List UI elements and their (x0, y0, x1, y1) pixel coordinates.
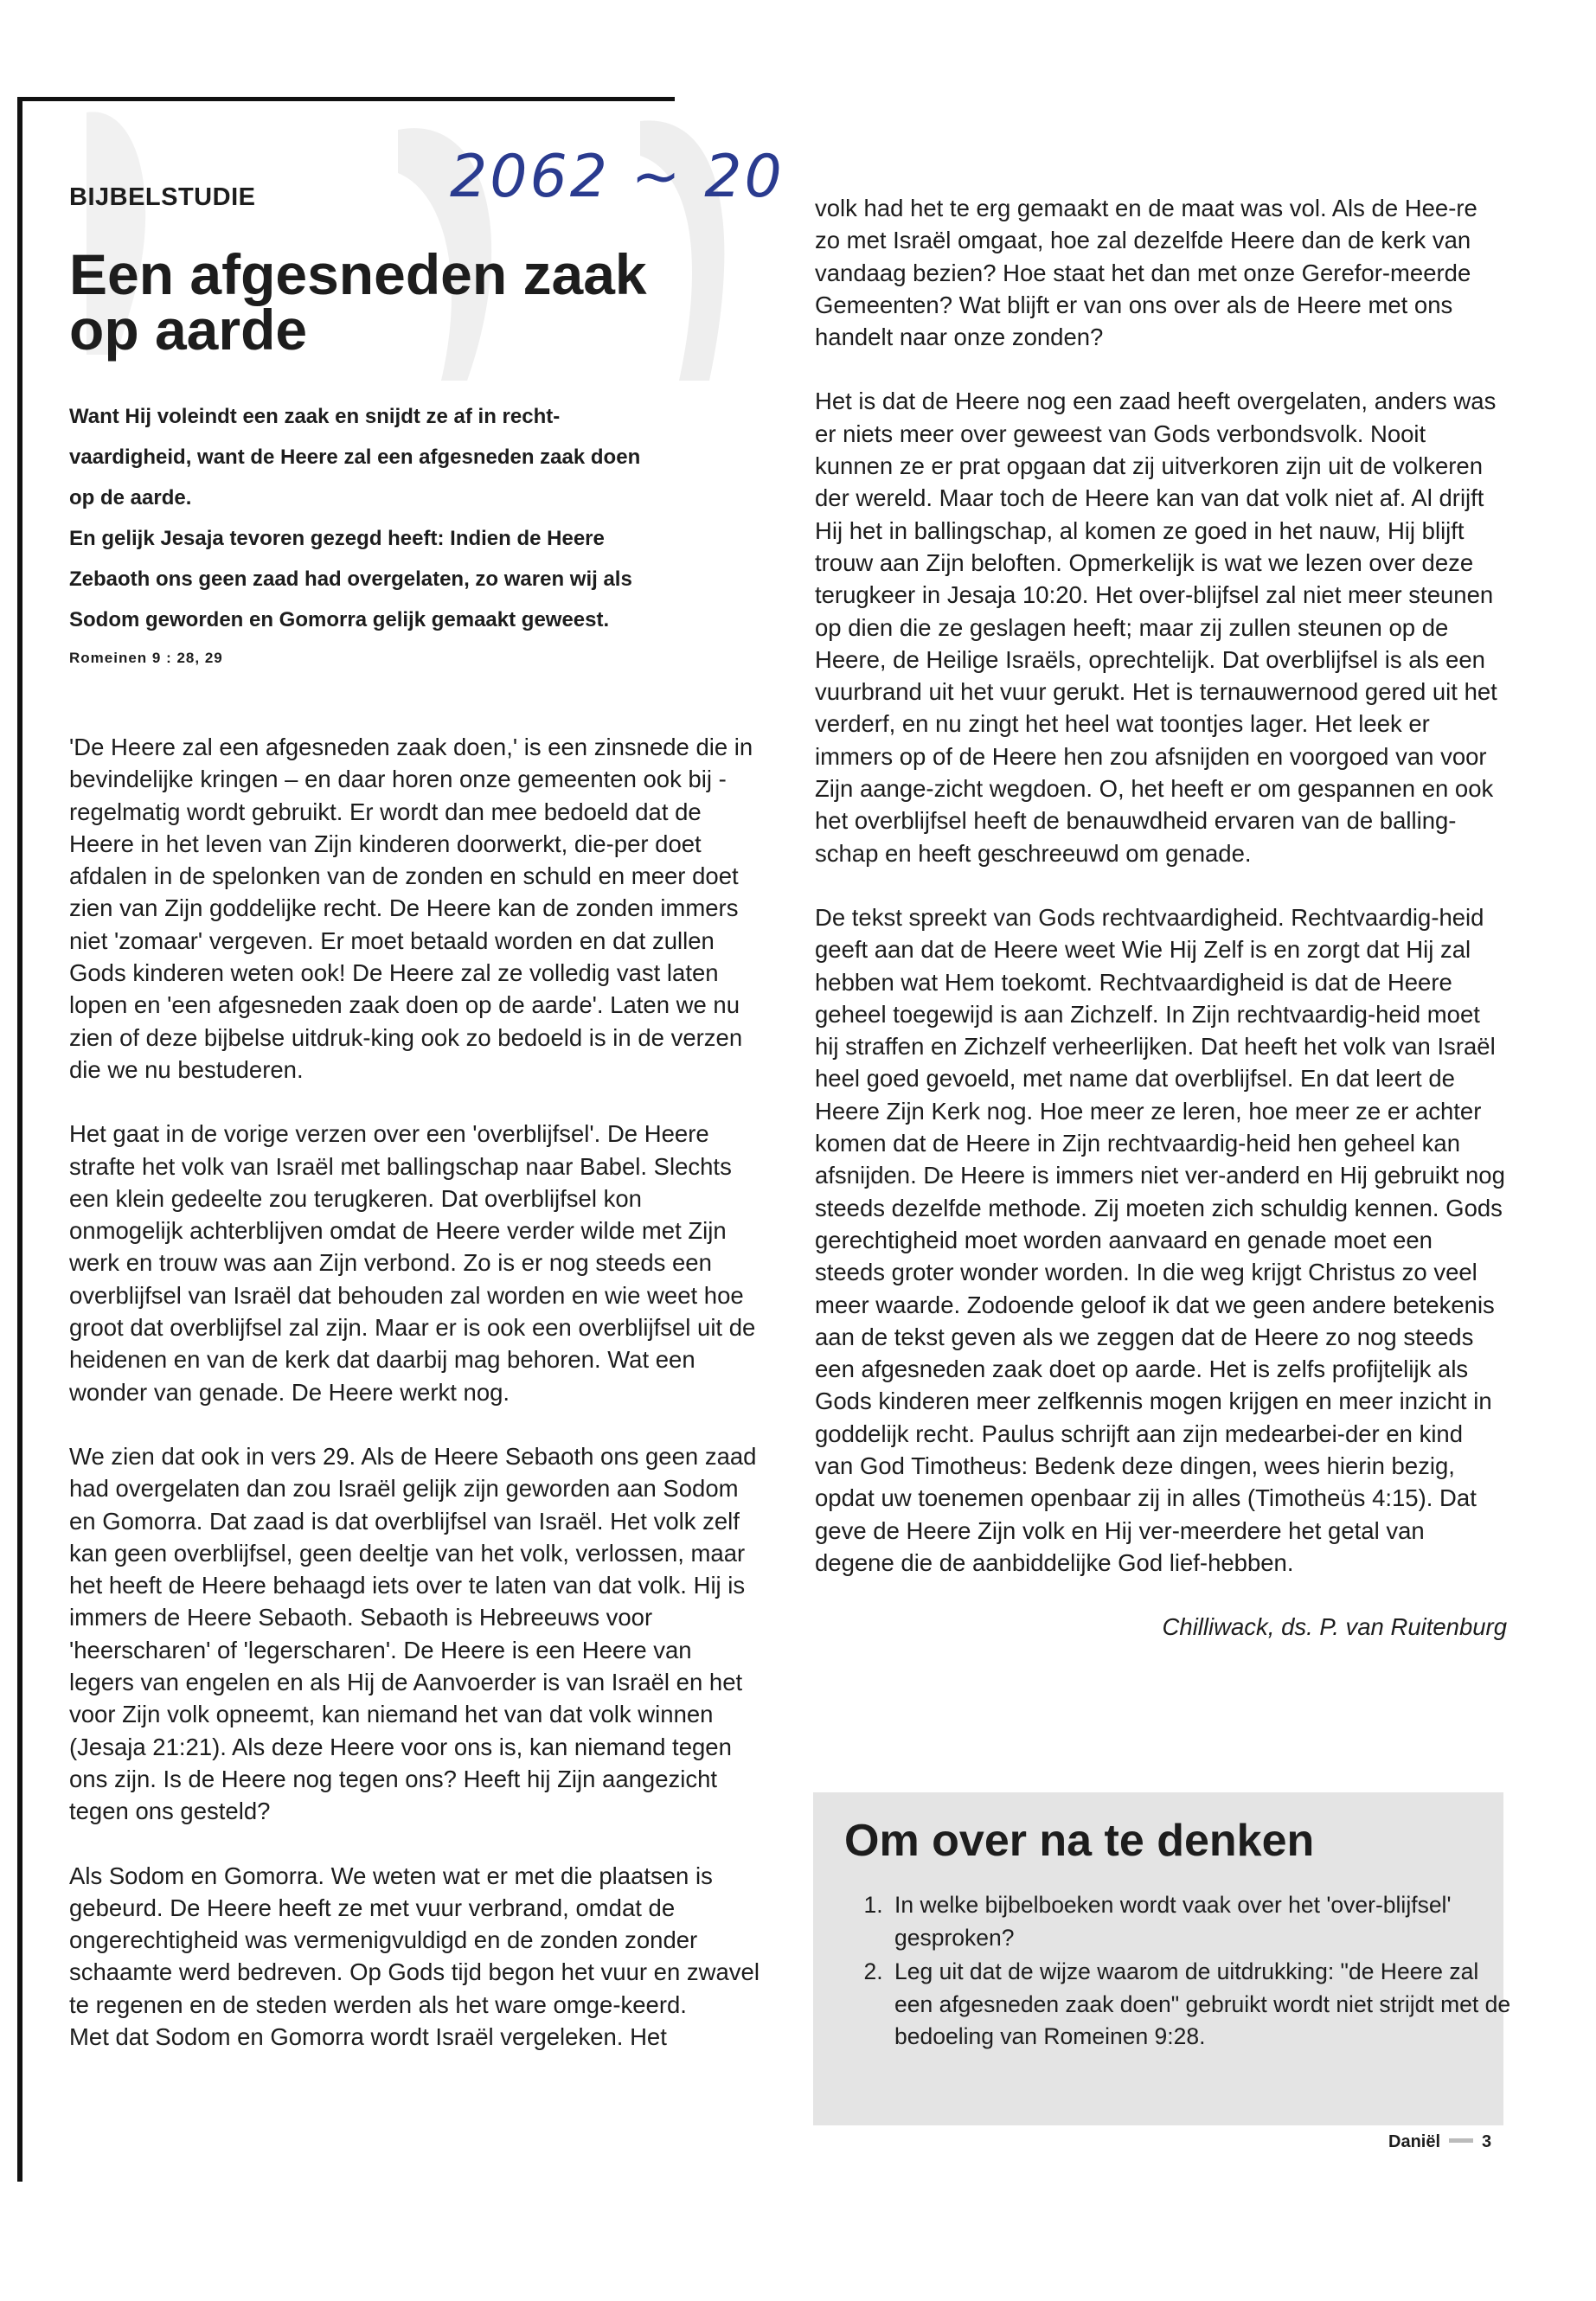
verse-line: En gelijk Jesaja tevoren gezegd heeft: Indien de Heere (69, 527, 605, 550)
page-footer (1388, 2132, 1491, 2152)
page-number: 3 (1482, 2132, 1492, 2151)
verse-quote (69, 396, 727, 671)
paragraph: We zien dat ook in vers 29. Als de Heere Sebaoth ons geen zaad had overgelaten dan zou Israël gelijk zijn geworden aan Sodom en Gomorra. Dat zaad is dat overblijfsel van Israël. Het volk zelf kan geen overblijfsel, geen deeltje van het volk, verlossen, maar het heeft de Heere behaagd iets over te laten van dat volk. Hij is immers de Heere Sebaoth. Sebaoth is Hebreeuws voor 'heerscharen' of 'legerscharen'. De Heere is een Heere van legers van engelen en als Hij de Aanvoerder is van Israël en het voor Zijn volk opneemt, kan niemand het van dat volk winnen (Jesaja 21:21). Als deze Heere voor ons is, kan niemand tegen ons zijn. Is de Heere nog tegen ons? Heeft hij Zijn aangezicht tegen ons gesteld? (69, 1442, 757, 1825)
question-item: 1. In welke bijbelboeken wordt vaak over het 'over-blijfsel' gesproken? (889, 1889, 1512, 1954)
question-item: 2. Leg uit dat de wijze waarom de uitdrukking: "de Heere zal een afgesneden zaak doen" gebruikt wordt niet strijdt met de bedoeling van Romeinen 9:28. (889, 1956, 1512, 2054)
verse-reference: Romeinen 9 : 28, 29 (69, 650, 223, 666)
magazine-name: Daniël (1388, 2132, 1441, 2151)
article-title: Een afgesneden zaak op aarde (69, 242, 647, 362)
verse-line: Sodom geworden en Gomorra gelijk gemaakt geweest. (69, 608, 610, 631)
paragraph: Als Sodom en Gomorra. We weten wat er met die plaatsen is gebeurd. De Heere heeft ze met vuur verbrand, omdat de ongerechtigheid was vermenigvuldigd en de zonden zonder schaamte werd bedreven. Op Gods tijd begon het vuur en zwavel te regenen en de steden werden als het ware omge-keerd. (69, 1862, 760, 2018)
left-column (69, 731, 761, 2085)
paragraph: volk had het te erg gemaakt en de maat was vol. Als de Hee-re zo met Israël omgaat, hoe zal dezelfde Heere dan de kerk van vandaag bezien? Hoe staat het dan met onze Gerefor-meerde Gemeenten? Wat blijft er van ons over als de Heere met ons handelt naar onze zonden? (815, 195, 1477, 351)
verse-line: vaardigheid, want de Heere zal een afgesneden zaak doen (69, 445, 641, 469)
reflection-box (813, 1792, 1511, 2125)
question-list (844, 1889, 1512, 2055)
footer-separator (1449, 2138, 1473, 2143)
handwritten-note: 2062 ~ 20 (450, 143, 785, 211)
verse-line: Zebaoth ons geen zaad had overgelaten, zo waren wij als (69, 567, 632, 591)
paragraph: De tekst spreekt van Gods rechtvaardigheid. Rechtvaardig-heid geeft aan dat de Heere weet Wie Hij Zelf is en zorgt dat Hij zal hebben wat Hem toekomt. Rechtvaardigheid is dat de Heere geheel toegewijd is aan Zichzelf. In Zijn rechtvaardig-heid moet hij straffen en Zichzelf verheerlijken. Dat heeft het volk van Israël heel goed gevoeld, met name dat overblijfsel. En dat leert de Heere Zijn Kerk nog. Hoe meer ze leren, hoe meer ze er achter komen dat de Heere in Zijn rechtvaardig-heid hen geheel kan afsnijden. De Heere is immers niet ver-anderd en Hij gebruikt nog steeds dezelfde methode. Zij moeten zich schuldig kennen. Gods gerechtigheid moet worden aanvaard en genade moet een steeds groter wonder worden. In die weg krijgt Christus zo veel meer waarde. Zodoende geloof ik dat we geen andere betekenis aan de tekst geven als we zeggen dat de Heere zo nog steeds een afgesneden zaak doet op aarde. Het is zelfs profijtelijk als Gods kinderen meer zelfkennis mogen krijgen en meer inzicht in goddelijk recht. Paulus schrijft aan zijn medearbei-der en kind van God Timotheus: Bedenk deze dingen, wees hierin bezig, opdat uw toenemen openbaar zij in alles (Timotheüs 4:15). Dat geve de Heere Zijn volk en Hij ver-meerdere het getal van degene die de aanbiddelijke God lief-hebben. (815, 903, 1505, 1576)
paragraph: 'De Heere zal een afgesneden zaak doen,' is een zinsnede die in bevindelijke kringen – en daar horen onze gemeenten ook bij - regelmatig wordt gebruikt. Er wordt dan mee bedoeld dat de Heere in het leven van Zijn kinderen doorwerkt, die-per doet afdalen in de spelonken van de zonden en schuld en meer doet zien van Zijn goddelijke recht. De Heere kan de zonden immers niet 'zomaar' vergeven. Er moet betaald worden en dat zullen Gods kinderen weten ook! De Heere zal ze volledig vast laten lopen en 'een afgesneden zaak doen op de aarde'. Laten we nu zien of deze bijbelse uitdruk-king ook zo bedoeld is in de verzen die we nu bestuderen. (69, 734, 753, 1083)
page-left-edge (17, 97, 22, 2182)
reflection-title: Om over na te denken (844, 1816, 1315, 1866)
paragraph: Met dat Sodom en Gomorra wordt Israël vergeleken. Het (69, 2022, 667, 2050)
section-label: BIJBELSTUDIE (69, 183, 256, 211)
paragraph: Het is dat de Heere nog een zaad heeft overgelaten, anders was er niets meer over geweest van Gods verbondsvolk. Nooit kunnen ze er prat opgaan dat zij uitverkoren zijn uit de volkeren der wereld. Maar toch de Heere kan van dat volk niet af. Al drijft Hij het in ballingschap, al komen ze goed in het nauw, Hij blijft trouw aan Zijn beloften. Opmerkelijk is wat we lezen over deze terugkeer in Jesaja 10:20. Het over-blijfsel zal niet meer steunen op dien die ze geslagen heeft; maar zij zullen steunen op de Heere, de Heilige Israëls, oprechtelijk. Dat overblijfsel is als een vuurbrand uit het vuur gerukt. Het is ternauwernood gered uit het verderf, en nu zingt het heel wat toontjes lager. Het leek er immers op of de Heere hen zou afsnijden en voorgoed van voor Zijn aange-zicht wegdoen. O, het heeft er om gespannen en ook het overblijfsel heeft de benauwdheid ervaren van de balling-schap en heeft geschreeuwd om genade. (815, 388, 1497, 867)
right-column (815, 192, 1507, 1643)
verse-line: Want Hij voleindt een zaak en snijdt ze af in recht- (69, 405, 561, 428)
author-signature: Chilliwack, ds. P. van Ruitenburg (1162, 1613, 1507, 1641)
verse-line: op de aarde. (69, 486, 192, 510)
paragraph: Het gaat in de vorige verzen over een 'overblijfsel'. De Heere strafte het volk van Israël met ballingschap naar Babel. Slechts een klein gedeelte zou terugkeren. Dat overblijfsel kon onmogelijk achterblijven omdat de Heere verder wilde met Zijn werk en trouw was aan Zijn verbond. Zo is er nog steeds een overblijfsel van Israël dat behouden zal worden en wie weet hoe groot dat overblijfsel zal zijn. Maar er is ook een overblijfsel uit de heidenen en van de kerk dat daarbij mag behoren. Wat een wonder van genade. De Heere werkt nog. (69, 1120, 756, 1406)
